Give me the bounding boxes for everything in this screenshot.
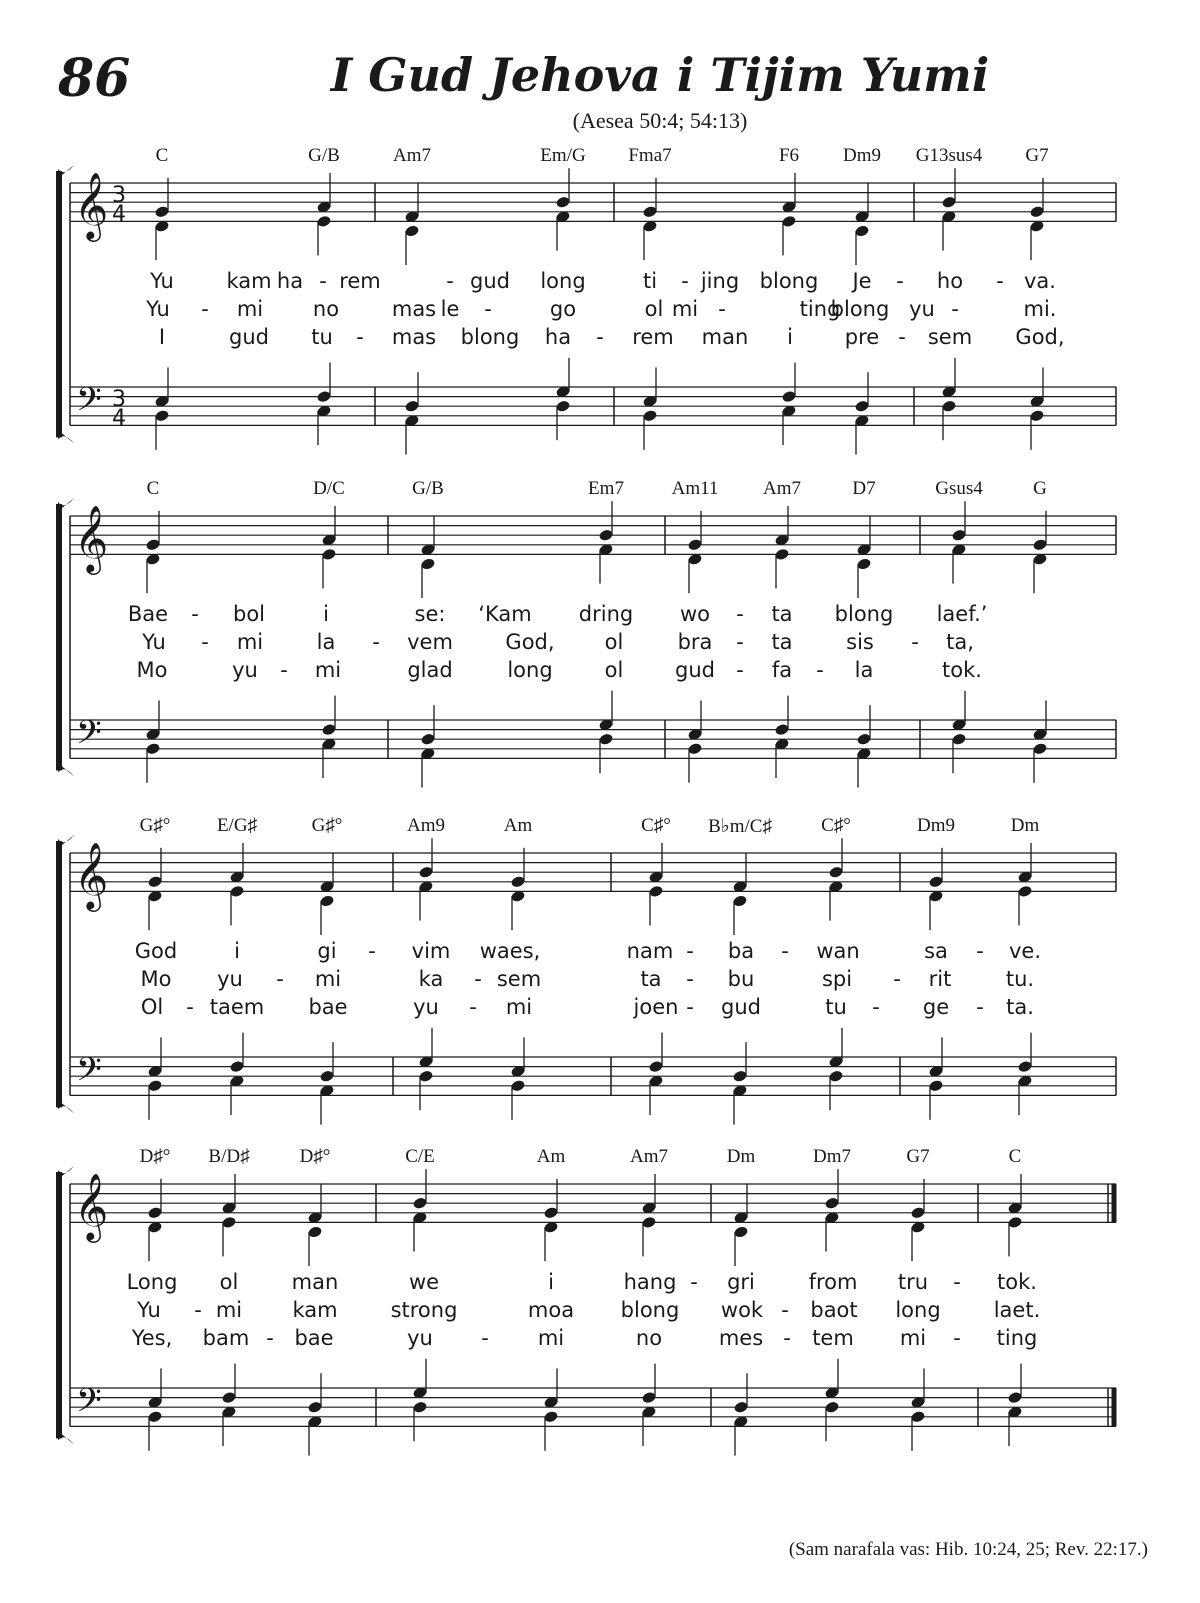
chord-symbol: B♭m/C♯ (708, 816, 772, 837)
system-bracket-bar (56, 841, 62, 1107)
time-signature-numerator: 3 (112, 387, 126, 412)
lyric-syllable: Ol (140, 995, 164, 1019)
lyric-syllable: sis (846, 630, 874, 654)
lyric-hyphen: - (816, 658, 824, 682)
lyric-syllable: mes (718, 1326, 764, 1350)
lyric-syllable: ting (996, 1326, 1038, 1350)
lyric-syllable: ol (644, 297, 664, 321)
lyric-syllable: ha (276, 269, 304, 293)
lyric-syllable: blong (834, 602, 894, 626)
lyric-hyphen: - (783, 1326, 791, 1350)
chord-symbol: Gsus4 (935, 478, 983, 499)
chord-symbol: Am7 (393, 145, 431, 166)
lyric-syllable: mas (391, 297, 437, 321)
chord-symbol: D7 (852, 478, 876, 499)
lyric-syllable: ba (727, 939, 755, 963)
lyric-syllable: pre (844, 325, 880, 349)
chord-symbol: C♯° (641, 815, 671, 836)
lyric-syllable: tru (897, 1270, 929, 1294)
chord-symbol: F6 (778, 145, 800, 166)
treble-clef-icon: 𝄞 (74, 1172, 109, 1240)
lyric-syllable: ve. (1008, 939, 1042, 963)
time-signature-denominator: 4 (112, 202, 126, 227)
lyric-syllable: sem (927, 325, 973, 349)
lyric-syllable: la (854, 658, 874, 682)
lyric-syllable: Mo (140, 967, 172, 991)
chord-symbol: D/C (313, 478, 345, 499)
lyric-syllable: long (507, 658, 553, 682)
song-title: I Gud Jehova i Tijim Yumi (330, 48, 990, 102)
lyric-syllable: blong (830, 297, 890, 321)
chord-symbol: Em7 (588, 478, 624, 499)
lyric-syllable: mi (899, 1326, 927, 1350)
chord-symbol: Am7 (763, 478, 801, 499)
lyric-syllable: waes, (479, 939, 541, 963)
time-signature-denominator: 4 (112, 406, 126, 431)
staff-graphic (0, 478, 1200, 808)
lyric-syllable: nam (626, 939, 674, 963)
lyric-syllable: bra (677, 630, 713, 654)
lyric-syllable: gi (317, 939, 337, 963)
lyric-syllable: ol (604, 630, 624, 654)
lyric-hyphen: - (686, 939, 694, 963)
lyric-syllable: wok (720, 1298, 764, 1322)
chord-symbol: G/B (308, 145, 340, 166)
lyric-syllable: ‘Kam (478, 602, 532, 626)
lyric-syllable: sem (496, 967, 542, 991)
lyric-syllable: gud (470, 269, 510, 293)
lyric-hyphen: - (266, 1326, 274, 1350)
lyric-syllable: moa (527, 1298, 575, 1322)
lyric-hyphen: - (911, 630, 919, 654)
lyric-hyphen: - (484, 297, 492, 321)
lyric-syllable: tu (311, 325, 333, 349)
lyric-syllable: ho (936, 269, 964, 293)
lyric-syllable: rem (632, 325, 674, 349)
chord-symbol: E/G♯ (216, 815, 258, 836)
bass-clef-icon: 𝄢 (76, 714, 102, 760)
lyric-syllable: man (701, 325, 749, 349)
lyric-hyphen: - (372, 630, 380, 654)
lyric-syllable: Long (126, 1270, 178, 1294)
lyric-hyphen: - (681, 269, 689, 293)
lyric-syllable: from (808, 1270, 858, 1294)
lyric-syllable: ha (544, 325, 572, 349)
song-number: 86 (58, 48, 131, 109)
system-bracket-bar (56, 1172, 62, 1438)
lyric-syllable: ti (642, 269, 658, 293)
bass-clef-icon: 𝄢 (76, 381, 102, 427)
lyric-syllable: Yu (137, 1298, 161, 1322)
lyric-syllable: yu (909, 297, 935, 321)
lyric-hyphen: - (976, 995, 984, 1019)
lyric-syllable: Yu (150, 269, 174, 293)
lyric-syllable: bu (727, 967, 755, 991)
lyric-hyphen: - (736, 602, 744, 626)
chord-symbol: C (1008, 1146, 1022, 1167)
chord-symbol: Dm (1010, 815, 1040, 836)
lyric-syllable: gud (675, 658, 715, 682)
music-system (0, 478, 1200, 818)
lyric-syllable: spi (821, 967, 853, 991)
lyric-syllable: i (548, 1270, 554, 1294)
lyric-syllable: Yu (146, 297, 170, 321)
lyric-syllable: tok. (997, 1270, 1037, 1294)
lyric-syllable: I (158, 325, 166, 349)
lyric-syllable: wo (679, 602, 711, 626)
music-system (0, 145, 1200, 485)
lyric-syllable: ta, (946, 630, 974, 654)
chord-symbol: Am9 (407, 815, 445, 836)
lyric-hyphen: - (191, 602, 199, 626)
system-bracket-bar (56, 504, 62, 770)
lyric-hyphen: - (690, 1270, 698, 1294)
lyric-syllable: strong (390, 1298, 458, 1322)
lyric-hyphen: - (481, 1326, 489, 1350)
lyric-syllable: gud (721, 995, 761, 1019)
lyric-syllable: blong (460, 325, 520, 349)
chord-symbol: D♯° (299, 1146, 331, 1167)
lyric-hyphen: - (201, 630, 209, 654)
lyric-syllable: laet. (993, 1298, 1041, 1322)
lyric-syllable: yu (217, 967, 243, 991)
lyric-syllable: sa (924, 939, 948, 963)
lyric-hyphen: - (896, 269, 904, 293)
lyric-hyphen: - (596, 325, 604, 349)
scripture-reference: (Aesea 50:4; 54:13) (572, 108, 748, 133)
lyric-hyphen: - (953, 1270, 961, 1294)
music-system (0, 1146, 1200, 1486)
lyric-syllable: God, (505, 630, 555, 654)
lyric-syllable: ol (604, 658, 624, 682)
lyric-syllable: blong (620, 1298, 680, 1322)
lyric-syllable: i (323, 602, 329, 626)
lyric-syllable: bae (308, 995, 348, 1019)
lyric-syllable: gud (229, 325, 269, 349)
lyric-syllable: tu (825, 995, 847, 1019)
lyric-syllable: bae (294, 1326, 334, 1350)
staff-graphic (0, 145, 1200, 475)
lyric-syllable: mi (314, 967, 342, 991)
lyric-syllable: glad (407, 658, 453, 682)
chord-symbol: C♯° (821, 815, 851, 836)
chord-symbol: B/D♯ (208, 1146, 250, 1167)
chord-symbol: G♯° (311, 815, 343, 836)
lyric-syllable: mi (236, 630, 264, 654)
lyric-syllable: God (134, 939, 178, 963)
lyric-syllable: mi. (1023, 297, 1057, 321)
lyric-syllable: mi (537, 1326, 565, 1350)
lyric-syllable: joen (633, 995, 679, 1019)
lyric-hyphen: - (736, 630, 744, 654)
chord-symbol: C/E (405, 1146, 435, 1167)
lyric-syllable: God, (1015, 325, 1065, 349)
lyric-syllable: Yes, (131, 1326, 173, 1350)
footnote: (Sam narafala vas: Hib. 10:24, 25; Rev. 22:17.) (788, 1539, 1148, 1560)
lyric-syllable: man (291, 1270, 339, 1294)
treble-clef-icon: 𝄞 (74, 504, 109, 572)
lyric-syllable: i (234, 939, 240, 963)
lyric-hyphen: - (469, 995, 477, 1019)
lyric-syllable: ta (771, 602, 793, 626)
lyric-syllable: ting (799, 297, 841, 321)
lyric-hyphen: - (893, 967, 901, 991)
lyric-hyphen: - (976, 939, 984, 963)
lyric-syllable: vim (411, 939, 451, 963)
lyric-syllable: ta (640, 967, 662, 991)
lyric-hyphen: - (996, 269, 1004, 293)
lyric-hyphen: - (781, 1298, 789, 1322)
lyric-syllable: ge (922, 995, 950, 1019)
chord-symbol: C (155, 145, 169, 166)
lyric-syllable: we (408, 1270, 440, 1294)
lyric-hyphen: - (280, 658, 288, 682)
lyric-hyphen: - (368, 939, 376, 963)
lyric-syllable: taem (209, 995, 265, 1019)
lyric-syllable: tu. (1005, 967, 1035, 991)
lyric-hyphen: - (356, 325, 364, 349)
lyric-hyphen: - (686, 995, 694, 1019)
lyric-syllable: yu (413, 995, 439, 1019)
lyric-syllable: gri (727, 1270, 755, 1294)
system-bracket-bar (56, 171, 62, 437)
chord-symbol: G7 (1025, 145, 1049, 166)
lyric-hyphen: - (201, 297, 209, 321)
lyric-syllable: no (312, 297, 340, 321)
bass-clef-icon: 𝄢 (76, 1051, 102, 1097)
lyric-syllable: Je (852, 269, 872, 293)
lyric-syllable: blong (759, 269, 819, 293)
chord-symbol: Dm9 (843, 145, 881, 166)
lyric-syllable: ta. (1006, 995, 1034, 1019)
lyric-syllable: baot (810, 1298, 858, 1322)
chord-symbol: Fma7 (628, 145, 672, 166)
lyric-syllable: i (787, 325, 793, 349)
lyric-syllable: fa (771, 658, 793, 682)
lyric-syllable: bam (202, 1326, 250, 1350)
lyric-hyphen: - (872, 995, 880, 1019)
lyric-syllable: ka (418, 967, 444, 991)
chord-symbol: Am (536, 1146, 566, 1167)
lyric-hyphen: - (446, 269, 454, 293)
lyric-hyphen: - (276, 967, 284, 991)
chord-symbol: Am7 (630, 1146, 668, 1167)
chord-symbol: G/B (412, 478, 444, 499)
lyric-syllable: tem (812, 1326, 854, 1350)
lyric-hyphen: - (186, 995, 194, 1019)
lyric-syllable: ta (771, 630, 793, 654)
lyric-hyphen: - (781, 939, 789, 963)
lyric-syllable: rem (339, 269, 381, 293)
lyric-syllable: yu (407, 1326, 433, 1350)
chord-symbol: C (146, 478, 160, 499)
chord-symbol: G♯° (139, 815, 171, 836)
lyric-hyphen: - (194, 1298, 202, 1322)
lyric-syllable: Yu (142, 630, 166, 654)
treble-clef-icon: 𝄞 (74, 841, 109, 909)
lyric-hyphen: - (898, 325, 906, 349)
lyric-syllable: go (549, 297, 577, 321)
lyric-syllable: mas (391, 325, 437, 349)
lyric-syllable: yu (232, 658, 258, 682)
lyric-hyphen: - (953, 1326, 961, 1350)
lyric-syllable: long (895, 1298, 941, 1322)
lyric-syllable: dring (578, 602, 634, 626)
lyric-syllable: se: (414, 602, 446, 626)
lyric-syllable: ol (219, 1270, 239, 1294)
lyric-syllable: long (540, 269, 586, 293)
lyric-syllable: Bae (127, 602, 169, 626)
lyric-syllable: mi (236, 297, 264, 321)
lyric-syllable: wan (816, 939, 860, 963)
chord-symbol: Dm7 (813, 1146, 851, 1167)
lyric-syllable: va. (1024, 269, 1056, 293)
chord-symbol: Am (503, 815, 533, 836)
treble-clef-icon: 𝄞 (74, 171, 109, 239)
chord-symbol: G (1033, 478, 1047, 499)
lyric-hyphen: - (474, 967, 482, 991)
chord-symbol: Dm (726, 1146, 756, 1167)
chord-symbol: Dm9 (917, 815, 955, 836)
lyric-syllable: Mo (136, 658, 168, 682)
chord-symbol: G13sus4 (915, 145, 983, 166)
chord-symbol: G7 (906, 1146, 930, 1167)
lyric-syllable: la (316, 630, 336, 654)
lyric-hyphen: - (686, 967, 694, 991)
lyric-syllable: rit (928, 967, 952, 991)
lyric-syllable: mi (314, 658, 342, 682)
lyric-syllable: mi (505, 995, 533, 1019)
lyric-syllable: mi (671, 297, 699, 321)
lyric-hyphen: - (718, 297, 726, 321)
time-signature-numerator: 3 (112, 183, 126, 208)
bass-clef-icon: 𝄢 (76, 1382, 102, 1428)
lyric-syllable: vem (407, 630, 453, 654)
lyric-syllable: tok. (942, 658, 982, 682)
lyric-syllable: bol (232, 602, 266, 626)
lyric-syllable: mi (215, 1298, 243, 1322)
chord-symbol: D♯° (139, 1146, 171, 1167)
lyric-hyphen: - (736, 658, 744, 682)
lyric-hyphen: - (951, 297, 959, 321)
lyric-syllable: no (635, 1326, 663, 1350)
lyric-hyphen: - (319, 269, 327, 293)
lyric-syllable: hang (623, 1270, 677, 1294)
lyric-syllable: kam (292, 1298, 338, 1322)
chord-symbol: Em/G (540, 145, 586, 166)
lyric-syllable: kam (226, 269, 272, 293)
lyric-syllable: le (440, 297, 460, 321)
lyric-syllable: laef.’ (936, 602, 988, 626)
chord-symbol: Am11 (671, 478, 719, 499)
music-system (0, 815, 1200, 1155)
lyric-syllable: jing (700, 269, 740, 293)
